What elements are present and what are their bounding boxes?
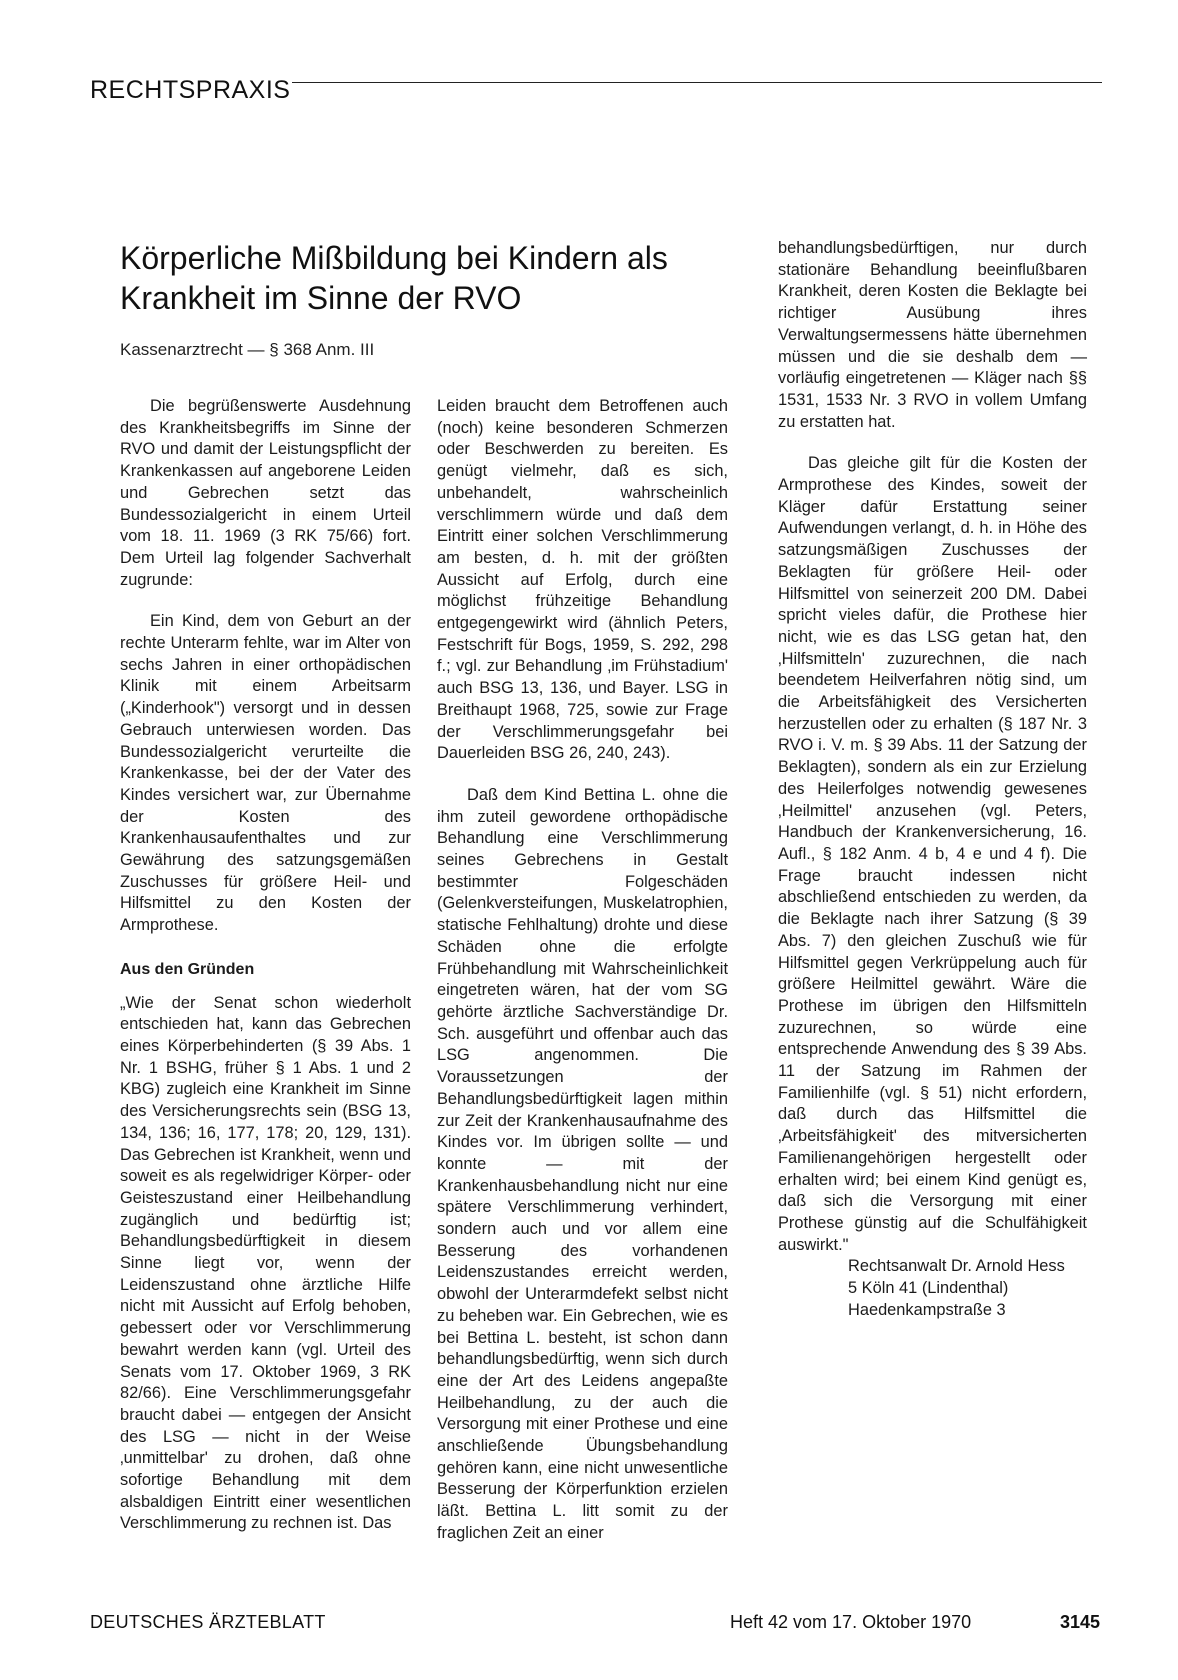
author-name: Rechtsanwalt Dr. Arnold Hess: [848, 1257, 1065, 1276]
reasons-paragraph-1-continued: [437, 396, 728, 765]
intro-paragraph: [120, 396, 411, 591]
reasons-paragraph-2-start: [437, 785, 728, 1545]
author-city: 5 Köln 41 (Lindenthal): [848, 1279, 1009, 1298]
header-rule: [292, 82, 1102, 83]
reasons-text-1: „Wie der Senat schon wiederholt entschieden hat, kann das Gebrechen eines Körperbehinderten (§ 39 Abs. 1 Nr. 1 BSHG, früher § 1 Abs. 1 und 2 KBG) zugleich eine Krankheit im Sinne des Versicherungsrechts sein (BSG 13, 134, 136; 16, 177, 178; 20, 129, 131). Das Gebrechen ist Krankheit, wenn und soweit es als regelwidriger Körper- oder Geisteszustand einer Heilbehandlung zugänglich und bedürftig ist; Behandlungsbedürftigkeit in diesem Sinne liegt vor, wenn der Leidenszustand ohne ärztliche Hilfe nicht mit Aussicht auf Erfolg behoben, gebessert oder vor Verschlimmerung bewahrt werden kann (vgl. Urteil des Senats vom 17. Oktober 1969, 3 RK 82/66). Eine Verschlimmerungsgefahr braucht dabei — entgegen der Ansicht des LSG — nicht in der Weise ‚unmittelbar' zu drohen, daß ohne sofortige Behandlung mit dem alsbaldigen Eintritt einer wesentlichen Verschlimmerung zu rechnen ist. Das: [120, 993, 411, 1533]
reasons-heading: Aus den Gründen: [120, 960, 255, 978]
intro-text: Die begrüßenswerte Ausdehnung des Krankheitsbegriffs im Sinne der RVO und damit der Leistungspflicht der Krankenkassen auf angeborene Leiden und Gebrechen setzt das Bundessozialgericht in einem Urteil vom 18. 11. 1969 (3 RK 75/66) fort. Dem Urteil lag folgender Sachverhalt zugrunde:: [120, 397, 411, 589]
journal-name: DEUTSCHES ÄRZTEBLATT: [90, 1612, 326, 1632]
reasons-text-3: Das gleiche gilt für die Kosten der Armprothese des Kindes, soweit der Kläger dafür Erstattung seiner Aufwendungen verlangt, d. h. in Höhe des satzungsmäßigen Zuschusses der Beklagten für größere Heil- oder Hilfsmittel von seinerzeit 200 DM. Dabei spricht vieles dafür, die Prothese hier nicht, wie es das LSG getan hat, den ‚Hilfsmitteln' zuzurechnen, die nach beendetem Heilverfahren nötig sind, um die Arbeitsfähigkeit des Versicherten herzustellen oder zu erhalten (§ 187 Nr. 3 RVO i. V. m. § 39 Abs. 11 der Satzung der Beklagten), sondern als ein zur Erzielung des Heilerfolges notwendig gewesenes ‚Heilmittel' anzusehen (vgl. Peters, Handbuch der Krankenversicherung, 16. Aufl., § 182 Anm. 4 b, 4 e und 4 f). Die Frage braucht indessen nicht abschließend entschieden zu werden, da die Beklagte nach ihrer Satzung (§ 39 Abs. 7) den gleichen Zuschuß wie für Hilfsmittel gegen Verkrüppelung auch für größere Heilmittel gewährt. Wäre die Prothese im übrigen den Hilfsmitteln zuzurechnen, so würde eine entsprechende Anwendung des § 39 Abs. 11 der Satzung im Rahmen der Familienhilfe (vgl. § 51) nicht erfordern, daß durch das Hilfsmittel die ‚Arbeitsfähigkeit' des mitversicherten Familienangehörigen hergestellt oder erhalten wird; bei einem Kind genügt es, daß sich die Versorgung mit einer Prothese günstig auf die Schulfähigkeit auswirkt.": [778, 454, 1087, 1254]
column-2: [437, 396, 728, 1545]
reasons-paragraph-2: [778, 238, 1087, 433]
reasons-text-2-start: Daß dem Kind Bettina L. ohne die ihm zuteil gewordene orthopädische Behandlung eine Verschlimmerung seines Gebrechens in Gestalt bestimmter Folgeschäden (Gelenkversteifungen, Muskelatrophien, statische Fehlhaltung) drohte und diese Schäden ohne die erfolgte Frühbehandlung mit Wahrscheinlichkeit eingetreten wären, hat der vom SG gehörte ärztliche Sachverständige Dr. Sch. ausgeführt und offenbar auch das LSG angenommen. Die Voraussetzungen der Behandlungsbedürftigkeit lagen mithin zur Zeit der Krankenhausaufnahme des Kindes vor. Im übrigen sollte — und konnte — mit der Krankenhausbehandlung nicht nur eine spätere Verschlimmerung verhindert, sondern auch und vor allem eine Besserung des vorhandenen Leidenszustandes erreicht werden, obwohl der Unterarmdefekt selbst nicht zu beheben war. Ein Gebrechen, wie es bei Bettina L. besteht, ist schon dann behandlungsbedürftig, wenn sich durch eine der Art des Leidens angepaßte Heilbehandlung, zu der auch die Versorgung mit einer Prothese und eine anschließende Übungsbehandlung gehören kann, eine nicht unwesentliche Besserung der Körperfunktion erzielen läßt. Bettina L. litt somit zu der fraglichen Zeit an einer: [437, 785, 728, 1542]
reasons-text-2: behandlungsbedürftigen, nur durch stationäre Behandlung beeinflußbaren Krankheit, deren Kosten die Beklagte bei richtiger Ausübung ihres Verwaltungsermessens hätte übernehmen müssen und die sie deshalb dem — vorläufig eingetretenen — Kläger nach §§ 1531, 1533 Nr. 3 RVO in vollem Umfang zu erstatten hat.: [778, 239, 1087, 431]
page-footer: [90, 1612, 1100, 1642]
facts-paragraph: [120, 611, 411, 937]
article-title: Körperliche Mißbildung bei Kindern als Krankheit im Sinne der RVO: [120, 240, 668, 316]
column-1: [120, 396, 411, 1535]
column-3: [778, 238, 1087, 1321]
author-street: Haedenkampstraße 3: [848, 1300, 1006, 1319]
issue-info: Heft 42 vom 17. Oktober 1970: [730, 1612, 972, 1632]
reasons-text-1-continued: Leiden braucht dem Betroffenen auch (noch) keine besonderen Schmerzen oder Beschwerden zu bereiten. Es genügt vielmehr, daß es sich, unbehandelt, wahrscheinlich verschlimmern würde und daß dem Eintritt einer solchen Verschlimmerung am besten, d. h. mit der größten Aussicht auf Erfolg, durch eine möglichst frühzeitige Behandlung entgegengewirkt wird (ähnlich Peters, Festschrift für Bogs, 1959, S. 292, 298 f.; vgl. zur Behandlung ‚im Frühstadium' auch BSG 13, 136, und Bayer. LSG in Breithaupt 1968, 725, sowie zur Frage der Verschlimmerungsgefahr bei Dauerleiden BSG 26, 240, 243).: [437, 397, 728, 763]
article-subtitle: Kassenarztrecht — § 368 Anm. III: [120, 340, 375, 359]
reasons-paragraph-3: [778, 453, 1087, 1256]
reasons-paragraph-1: [120, 993, 411, 1536]
section-label: RECHTSPRAXIS: [90, 76, 291, 104]
page-number: 3145: [1059, 1612, 1100, 1632]
facts-text: Ein Kind, dem von Geburt an der rechte Unterarm fehlte, war im Alter von sechs Jahren in einer orthopädischen Klinik mit einem Arbeitsarm („Kinderhook") versorgt und in dessen Gebrauch unterwiesen worden. Das Bundessozialgericht verurteilte die Krankenkasse, bei der der Vater des Kindes versichert war, zur Übernahme der Kosten des Krankenhausaufenthaltes und zur Gewährung des satzungsgemäßen Zuschusses für größere Heil- und Hilfsmittel zu den Kosten der Armprothese.: [120, 612, 411, 935]
page-header: [90, 74, 1102, 114]
